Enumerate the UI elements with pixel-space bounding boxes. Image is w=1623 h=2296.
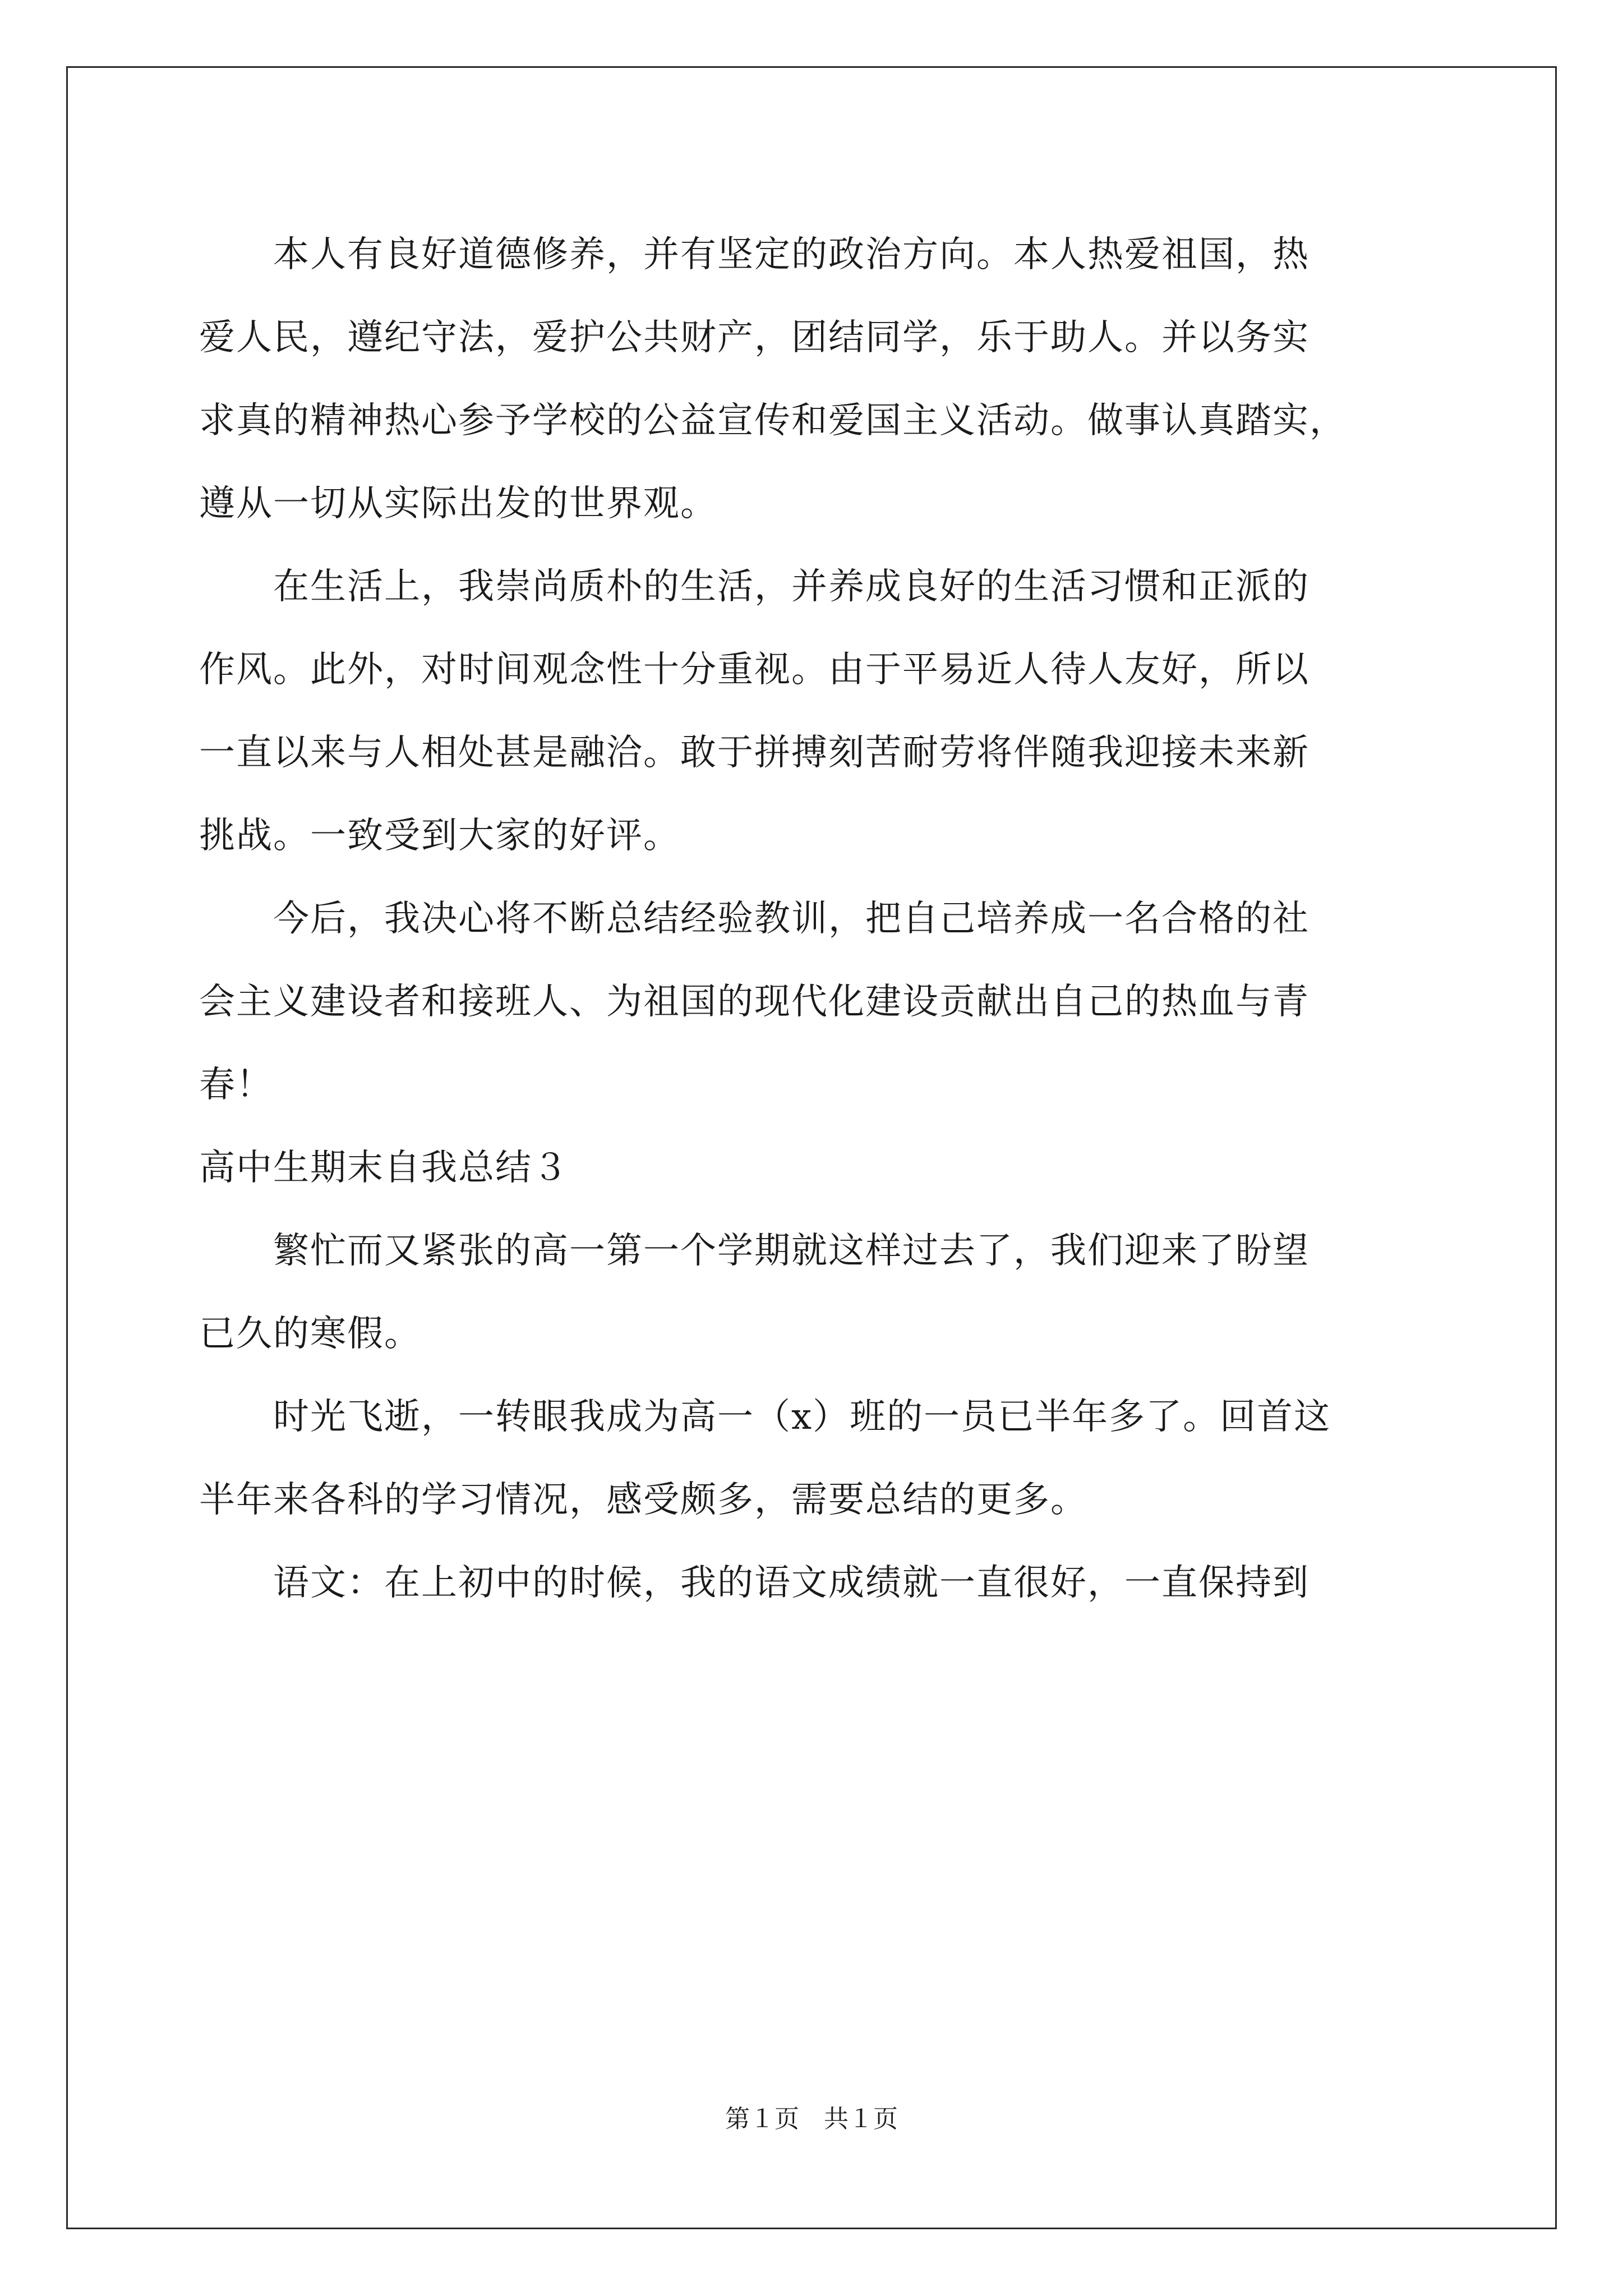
text-line: 遵从一切从实际出发的世界观。 (199, 483, 717, 524)
text-line: 挑战。一致受到大家的好评。 (199, 815, 680, 857)
text-line: 繁忙而又紧张的高一第一个学期就这样过去了，我们迎来了盼望 (199, 1230, 1310, 1272)
document-body (199, 213, 1438, 1625)
text-line: 作风。此外，对时间观念性十分重视。由于平易近人待人友好，所以 (199, 649, 1310, 691)
paragraph (199, 1209, 1438, 1375)
text-line: 本人有良好道德修养，并有坚定的政治方向。本人热爱祖国，热 (199, 234, 1310, 275)
text-line: 时光飞逝，一转眼我成为高一（x）班的一员已半年多了。回首这 (199, 1396, 1331, 1438)
text-line: 一直以来与人相处甚是融洽。敢于拼搏刻苦耐劳将伴随我迎接未来新 (199, 732, 1310, 774)
paragraph (199, 1375, 1438, 1542)
text-line: 已久的寒假。 (199, 1313, 421, 1355)
text-line: 会主义建设者和接班人、为祖国的现代化建设贡献出自己的热血与青 (199, 981, 1310, 1023)
page-footer: 第１页 共１页 (725, 2105, 898, 2133)
text-line: 语文：在上初中的时候，我的语文成绩就一直很好，一直保持到 (199, 1562, 1310, 1604)
paragraph (199, 1542, 1438, 1625)
text-line: 今后，我决心将不断总结经验教训，把自己培养成一名合格的社 (199, 898, 1310, 940)
paragraph (199, 545, 1438, 877)
text-line: 爱人民，遵纪守法，爱护公共财产，团结同学，乐于助人。并以务实 (199, 317, 1310, 358)
heading-line: 高中生期末自我总结３ (199, 1147, 569, 1189)
text-line: 半年来各科的学习情况，感受颇多，需要总结的更多。 (199, 1479, 1087, 1521)
text-line: 在生活上，我崇尚质朴的生活，并养成良好的生活习惯和正派的 (199, 566, 1310, 608)
paragraph (199, 877, 1438, 1126)
section-heading (199, 1126, 1438, 1209)
text-line: 春！ (199, 1064, 273, 1106)
text-line: 求真的精神热心参予学校的公益宣传和爱国主义活动。做事认真踏实， (199, 400, 1347, 441)
paragraph (199, 213, 1438, 545)
